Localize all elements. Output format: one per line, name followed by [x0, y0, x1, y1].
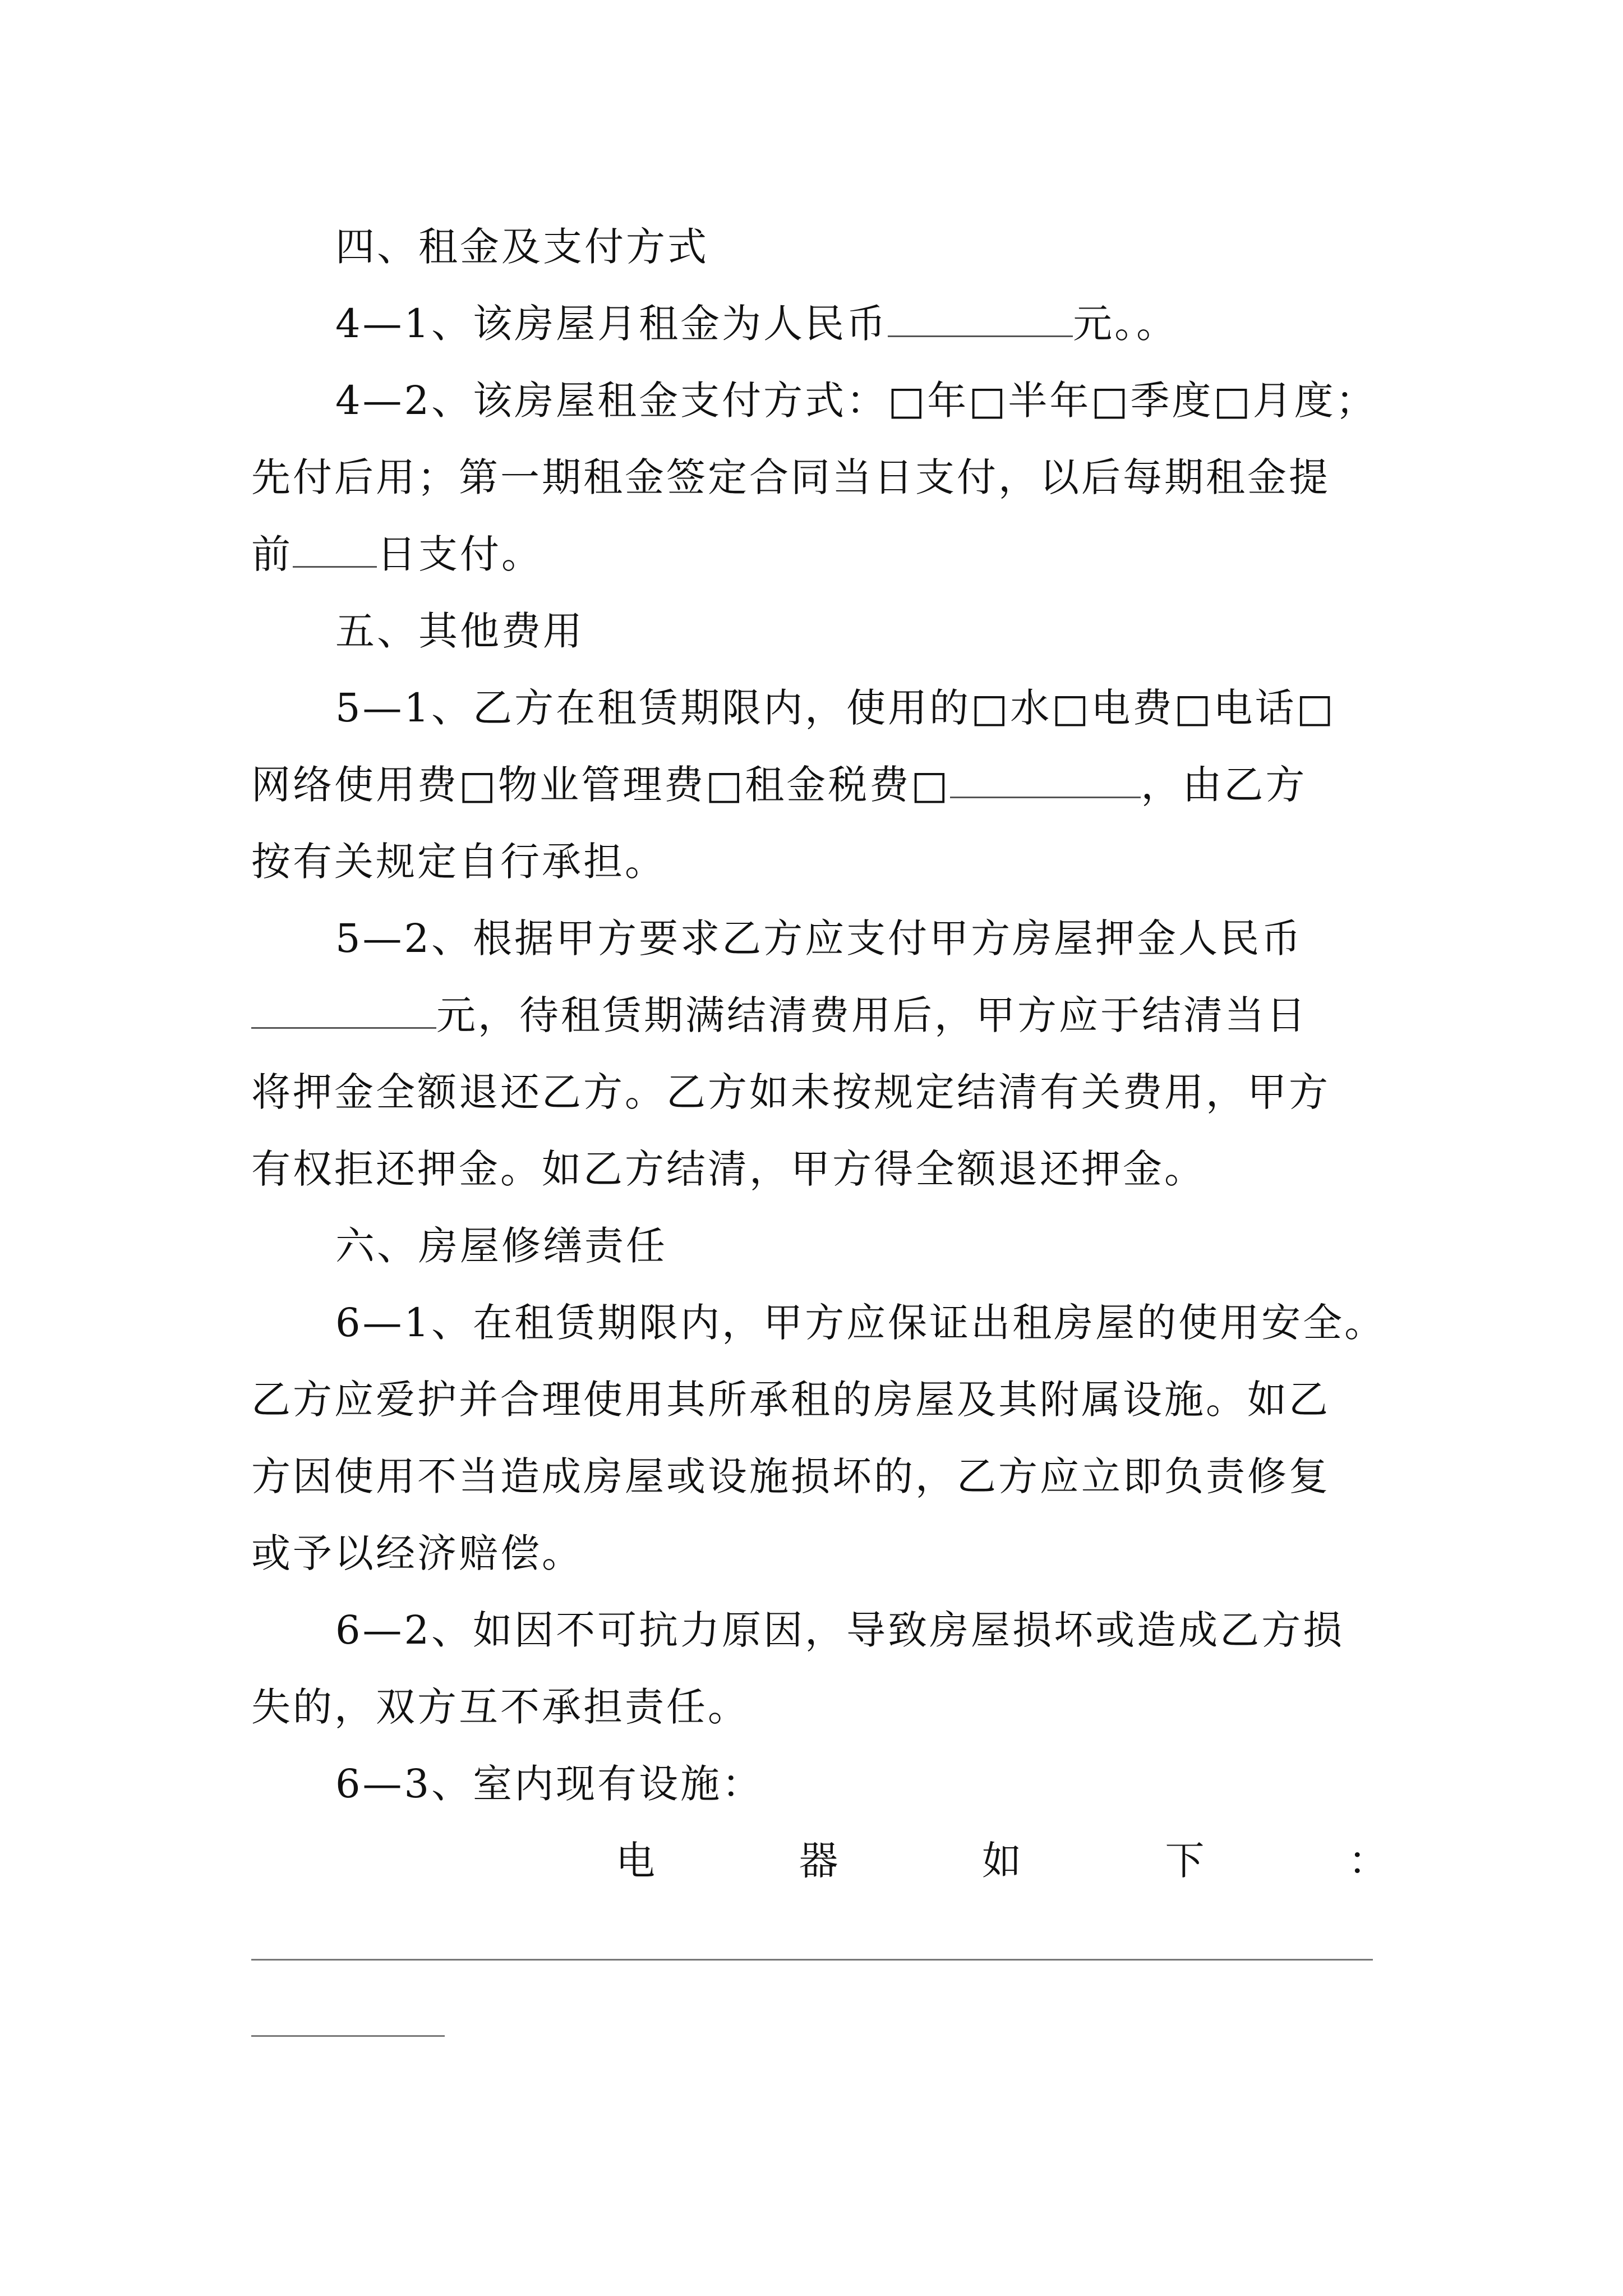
clause-4-2-prefix: 前 [251, 531, 293, 577]
clause-4-2-line-3 [251, 516, 1390, 593]
clause-5-2-line-4: 有权拒还押金。如乙方结清，甲方得全额退还押金。 [251, 1146, 1206, 1192]
clause-4-2-line-2: 先付后用；第一期租金签定合同当日支付，以后每期租金提 [251, 454, 1330, 500]
clause-5-1-tail: ，由乙方 [1141, 762, 1307, 808]
appliance-heading-char: 器 [799, 1838, 841, 1884]
appliance-list-blank-line-1[interactable] [251, 1959, 1373, 1961]
appliance-heading-char: 下 [1165, 1838, 1207, 1884]
clause-6-3-line-1: 6—3、室内现有设施： [335, 1761, 764, 1807]
appliance-heading-char: 电 [616, 1838, 657, 1884]
clause-6-1-line-1: 6—1、在租赁期限内，甲方应保证出租房屋的使用安全。 [335, 1300, 1386, 1346]
clause-5-2-text: 元，待租赁期满结清费用后，甲方应于结清当日 [436, 992, 1308, 1038]
clause-4-1 [251, 286, 1390, 362]
clause-5-1-line-2 [251, 747, 1390, 823]
clause-5-2-line-3: 将押金全额退还乙方。乙方如未按规定结清有关费用，甲方 [251, 1069, 1330, 1115]
section-5-heading: 五、其他费用 [335, 608, 584, 654]
clause-4-1-text: 4—1、该房屋月租金为人民币 [335, 301, 888, 347]
document-body [251, 209, 1390, 1899]
clause-6-2-line-1: 6—2、如因不可抗力原因，导致房屋损坏或造成乙方损 [335, 1607, 1345, 1653]
section-6-heading: 六、房屋修缮责任 [335, 1223, 667, 1269]
clause-4-2-suffix: 日支付。 [377, 531, 543, 577]
appliance-list-blank-line-2[interactable] [251, 2035, 445, 2037]
appliance-list-heading [251, 1823, 1390, 1899]
clause-5-1-line-1: 5—1、乙方在租赁期限内，使用的□水□电费□电话□ [335, 685, 1336, 731]
clause-6-1-line-2: 乙方应爱护并合理使用其所承租的房屋及其附属设施。如乙 [251, 1377, 1330, 1423]
clause-5-2-line-2 [251, 977, 1390, 1054]
other-fee-blank[interactable] [950, 757, 1141, 798]
clause-6-2-line-2: 失的，双方互不承担责任。 [251, 1684, 749, 1730]
advance-days-blank[interactable] [293, 527, 377, 568]
clause-5-1-items: 网络使用费□物业管理费□租金税费□ [251, 762, 951, 808]
clause-4-1-unit: 元。。 [1073, 301, 1178, 347]
clause-6-1-line-4: 或予以经济赔偿。 [251, 1530, 583, 1576]
rent-amount-blank[interactable] [888, 296, 1073, 337]
clause-5-2-line-1: 5—2、根据甲方要求乙方应支付甲方房屋押金人民币 [335, 915, 1303, 961]
clause-4-2-line-1: 4—2、该房屋租金支付方式：□年□半年□季度□月度； [335, 378, 1377, 424]
clause-6-1-line-3: 方因使用不当造成房屋或设施损坏的，乙方应立即负责修复 [251, 1453, 1330, 1499]
deposit-amount-blank[interactable] [251, 988, 436, 1029]
appliance-heading-char: 如 [982, 1838, 1023, 1884]
clause-5-1-line-3: 按有关规定自行承担。 [251, 839, 666, 885]
section-4-heading: 四、租金及支付方式 [335, 224, 709, 270]
appliance-heading-char: ： [1348, 1838, 1390, 1884]
